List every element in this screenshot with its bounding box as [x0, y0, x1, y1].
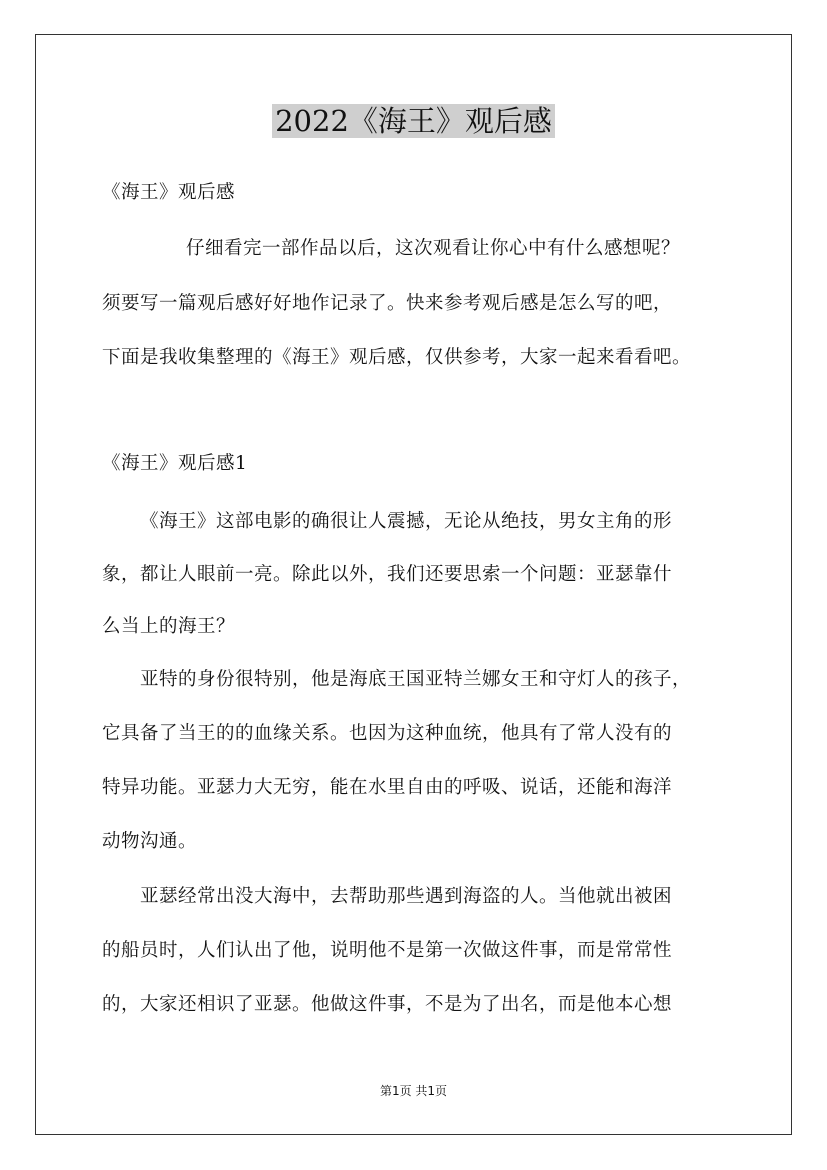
- paragraph-line: 仔细看完一部作品以后，这次观看让你心中有什么感想呢？: [186, 238, 681, 259]
- page-footer: 第1页 共1页: [379, 1084, 448, 1098]
- paragraph-line: 的船员时，人们认出了他，说明他不是第一次做这件事，而是常常性: [102, 940, 673, 961]
- paragraph-line: 《海王》这部电影的确很让人震撼，无论从绝技，男女主角的形: [140, 511, 673, 532]
- paragraph-line: 特异功能。亚瑟力大无穷，能在水里自由的呼吸、说话，还能和海洋: [102, 777, 673, 798]
- document-title: [0, 101, 827, 141]
- paragraph-line: 动物沟通。: [102, 831, 198, 852]
- paragraph-line: 亚瑟经常出没大海中，去帮助那些遇到海盗的人。当他就出被困: [140, 886, 673, 907]
- paragraph-line: 须要写一篇观后感好好地作记录了。快来参考观后感是怎么写的吧，: [102, 293, 673, 314]
- paragraph-line: 的，大家还相识了亚瑟。他做这件事，不是为了出名，而是他本心想: [102, 994, 673, 1015]
- paragraph-line: 它具备了当王的的血缘关系。也因为这种血统，他具有了常人没有的: [102, 723, 673, 744]
- paragraph-line: 下面是我收集整理的《海王》观后感，仅供参考，大家一起来看看吧。: [102, 347, 692, 368]
- paragraph-line: 亚特的身份很特别，他是海底王国亚特兰娜女王和守灯人的孩子，: [140, 669, 692, 690]
- document-title-text: 2022《海王》观后感: [272, 104, 555, 138]
- paragraph-line: 么当上的海王？: [102, 616, 236, 637]
- intro-heading: 《海王》观后感: [102, 182, 236, 203]
- section-heading: 《海王》观后感1: [102, 453, 248, 474]
- paragraph-line: 象，都让人眼前一亮。除此以外，我们还要思索一个问题：亚瑟靠什: [102, 564, 673, 585]
